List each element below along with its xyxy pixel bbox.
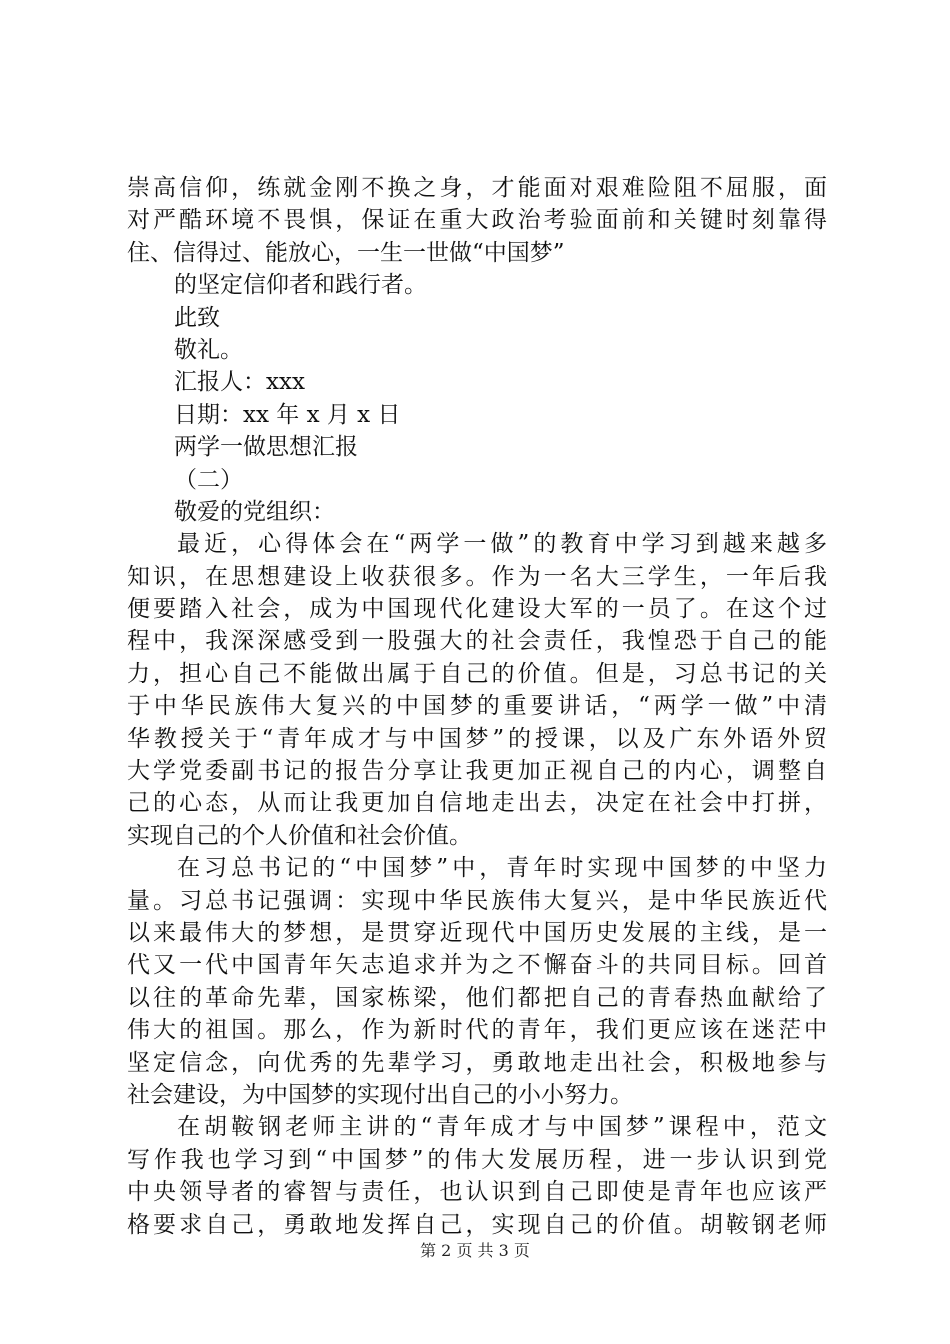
text-line: 力，担心自己不能做出属于自己的价值。但是，习总书记的关 [127,660,827,687]
text-line: 坚定信念，向优秀的先辈学习，勇敢地走出社会，积极地参与 [127,1049,827,1076]
text-line: 大学党委副书记的报告分享让我更加正视自己的内心，调整自 [127,758,827,785]
text-line: 崇高信仰，练就金刚不换之身，才能面对艰难险阻不屈服，面 [127,175,827,201]
text-line: 格要求自己，勇敢地发挥自己，实现自己的价值。胡鞍钢老师 [127,1211,827,1238]
salutation: 敬爱的党组织： [174,498,335,525]
text-line: 己的心态，从而让我更加自信地走出去，决定在社会中打拼， [127,790,827,817]
text-line: 住、信得过、能放心，一生一世做“中国梦” [127,239,565,266]
text-line: 社会建设，为中国梦的实现付出自己的小小努力。 [127,1081,633,1108]
text-line: 以往的革命先辈，国家栋梁，他们都把自己的青春热血献给了 [127,984,827,1011]
text-line: 华教授关于“青年成才与中国梦”的授课，以及广东外语外贸 [127,725,827,752]
text-line: 知识，在思想建设上收获很多。作为一名大三学生，一年后我 [127,563,827,590]
closing-line: 敬礼。 [174,336,243,363]
closing-line: 此致 [174,304,220,331]
section-number: （二） [174,466,243,493]
paragraph-start: 在习总书记的“中国梦”中，青年时实现中国梦的中坚力 [177,855,827,882]
text-line: 伟大的祖国。那么，作为新时代的青年，我们更应该在迷茫中 [127,1017,827,1044]
text-line: 于中华民族伟大复兴的中国梦的重要讲话，“两学一做”中清 [127,693,827,720]
text-line: 代又一代中国青年矢志追求并为之不懈奋斗的共同目标。回首 [127,952,827,979]
page-number-footer: 第 2 页 共 3 页 [420,1241,530,1260]
text-line: 中央领导者的睿智与责任，也认识到自己即使是青年也应该严 [127,1179,827,1206]
body-text [127,172,827,1241]
text-line: 对严酷环境不畏惧，保证在重大政治考验面前和关键时刻靠得 [127,207,827,234]
text-line: 便要踏入社会，成为中国现代化建设大军的一员了。在这个过 [127,596,827,623]
text-line: 的坚定信仰者和践行者。 [174,272,427,299]
section-title: 两学一做思想汇报 [174,434,358,461]
paragraph-start: 最近，心得体会在“两学一做”的教育中学习到越来越多 [177,531,827,558]
reporter-line: 汇报人：xxx [174,369,305,396]
text-line: 量。习总书记强调：实现中华民族伟大复兴，是中华民族近代 [127,887,827,914]
text-line: 程中，我深深感受到一股强大的社会责任，我惶恐于自己的能 [127,628,827,655]
date-line: 日期：xx 年 x 月 x 日 [174,401,401,428]
text-line: 写作我也学习到“中国梦”的伟大发展历程，进一步认识到党 [127,1146,827,1173]
text-line: 以来最伟大的梦想，是贯穿近现代中国历史发展的主线，是一 [127,919,827,946]
paragraph-start: 在胡鞍钢老师主讲的“青年成才与中国梦”课程中，范文 [177,1114,827,1141]
text-line: 实现自己的个人价值和社会价值。 [127,822,472,849]
